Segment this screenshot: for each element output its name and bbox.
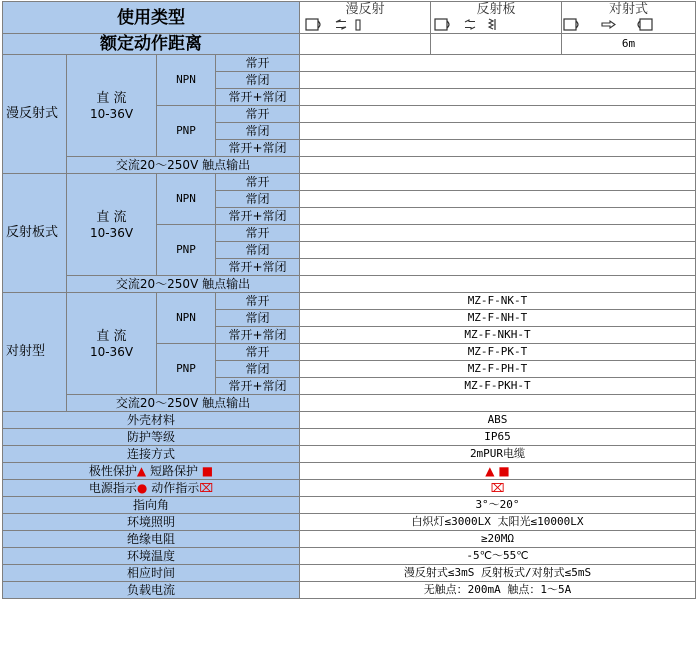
- dc-supply-cell: [67, 174, 157, 276]
- model-number: [300, 106, 696, 123]
- sensor-col-throughbeam: [562, 2, 696, 34]
- output-type: 常开: [216, 293, 300, 310]
- housing-material-label: 外壳材料: [3, 412, 300, 429]
- action-indicator-label: 动作指示: [151, 481, 200, 495]
- polarity-protection-label: [3, 463, 300, 480]
- npn-label: NPN: [157, 174, 216, 225]
- distance-reflector: [431, 34, 562, 55]
- output-type: 常开+常闭: [216, 140, 300, 157]
- output-type: 常开: [216, 225, 300, 242]
- ac-supply-label: 交流20～250V 触点输出: [67, 395, 300, 412]
- model-number: MZ-F-NKH-T: [300, 327, 696, 344]
- stop-square-icon: ■: [201, 464, 214, 478]
- table-row: [3, 55, 696, 72]
- ambient-light-value: 白炽灯≤3000LX 太阳光≤10000LX: [300, 514, 696, 531]
- dc-supply-cell: [67, 293, 157, 395]
- usage-type-heading: 使用类型: [3, 2, 300, 34]
- load-current-label: 负载电流: [3, 582, 300, 599]
- connection-method-label: 连接方式: [3, 446, 300, 463]
- dc-voltage: 10-36V: [89, 106, 134, 121]
- output-type: 常闭: [216, 72, 300, 89]
- warning-triangle-icon: ▲: [485, 464, 495, 478]
- pnp-label: PNP: [157, 344, 216, 395]
- protection-rating-value: IP65: [300, 429, 696, 446]
- model-number: [300, 259, 696, 276]
- pnp-label: PNP: [157, 225, 216, 276]
- output-type: 常闭: [216, 310, 300, 327]
- sensor-name-throughbeam: 对射式: [608, 2, 648, 17]
- output-type: 常开: [216, 106, 300, 123]
- ac-model-number: [300, 157, 696, 174]
- output-type: 常开+常闭: [216, 259, 300, 276]
- spec-row-load-current: [3, 582, 696, 599]
- model-number: [300, 242, 696, 259]
- load-current-value: 无触点：200mA 触点：1～5A: [300, 582, 696, 599]
- beam-angle-label: 指向角: [3, 497, 300, 514]
- ac-supply-label: 交流20～250V 触点输出: [67, 157, 300, 174]
- model-number: MZ-F-NH-T: [300, 310, 696, 327]
- table-row: [3, 174, 696, 191]
- ambient-light-label: 环境照明: [3, 514, 300, 531]
- group-name: 反射板式: [3, 174, 67, 293]
- model-number: [300, 140, 696, 157]
- spec-row-ambient-light: [3, 514, 696, 531]
- group-name: 漫反射式: [3, 55, 67, 174]
- group-name: 对射型: [3, 293, 67, 412]
- ac-model-number: [300, 276, 696, 293]
- npn-label: NPN: [157, 55, 216, 106]
- dc-label: 直 流: [96, 328, 127, 344]
- connection-method-value: 2mPUR电缆: [300, 446, 696, 463]
- power-indicator-label: 电源指示: [88, 481, 137, 495]
- dc-voltage: 10-36V: [89, 344, 134, 359]
- dc-voltage: 10-36V: [89, 225, 134, 240]
- spec-table-wrapper: [2, 1, 696, 599]
- output-type: 常闭: [216, 242, 300, 259]
- model-number: [300, 191, 696, 208]
- output-type: 常开+常闭: [216, 327, 300, 344]
- spec-row-ambient-temperature: [3, 548, 696, 565]
- dc-label: 直 流: [96, 209, 127, 225]
- output-type: 常闭: [216, 191, 300, 208]
- table-row: [3, 157, 696, 174]
- spec-row-polarity-protection: [3, 463, 696, 480]
- ambient-temperature-label: 环境温度: [3, 548, 300, 565]
- action-cross-box-icon: ⌧: [490, 481, 505, 495]
- table-row: [3, 395, 696, 412]
- header-row-distance: [3, 34, 696, 55]
- output-type: 常开+常闭: [216, 89, 300, 106]
- stop-square-icon: ■: [498, 464, 510, 478]
- spec-row-indicator: [3, 480, 696, 497]
- polarity-protection-value: [300, 463, 696, 480]
- pnp-label: PNP: [157, 106, 216, 157]
- sensor-name-reflector: 反射板: [476, 2, 516, 17]
- output-type: 常开+常闭: [216, 208, 300, 225]
- spec-row-protection-rating: [3, 429, 696, 446]
- model-number: [300, 123, 696, 140]
- output-type: 常开: [216, 174, 300, 191]
- reflector-symbol-icon: [431, 17, 521, 33]
- output-type: 常开: [216, 55, 300, 72]
- dc-label: 直 流: [96, 90, 127, 106]
- ambient-temperature-value: -5℃～55℃: [300, 548, 696, 565]
- header-row-usage: [3, 2, 696, 34]
- model-number: MZ-F-PK-T: [300, 344, 696, 361]
- polarity-label: 极性保护: [88, 464, 137, 478]
- spec-row-housing-material: [3, 412, 696, 429]
- sensor-name-diffuse: 漫反射: [345, 2, 385, 17]
- spec-row-beam-angle: [3, 497, 696, 514]
- output-type: 常开: [216, 344, 300, 361]
- distance-throughbeam: 6m: [562, 34, 696, 55]
- model-number: [300, 72, 696, 89]
- spec-row-insulation-resistance: [3, 531, 696, 548]
- npn-label: NPN: [157, 293, 216, 344]
- model-number: [300, 89, 696, 106]
- response-time-label: 相应时间: [3, 565, 300, 582]
- model-number: MZ-F-PH-T: [300, 361, 696, 378]
- power-dot-icon: ●: [136, 481, 148, 495]
- indicator-value: [300, 480, 696, 497]
- warning-triangle-icon: ▲: [136, 464, 147, 478]
- table-row: [3, 293, 696, 310]
- protection-rating-label: 防护等级: [3, 429, 300, 446]
- rated-distance-heading: 额定动作距离: [3, 34, 300, 55]
- model-number: [300, 55, 696, 72]
- output-type: 常闭: [216, 123, 300, 140]
- action-cross-box-icon: ⌧: [199, 481, 214, 495]
- sensor-col-reflector: [431, 2, 562, 34]
- output-type: 常开+常闭: [216, 378, 300, 395]
- indicator-label: [3, 480, 300, 497]
- ac-supply-label: 交流20～250V 触点输出: [67, 276, 300, 293]
- ac-model-number: [300, 395, 696, 412]
- table-row: [3, 276, 696, 293]
- sensor-col-diffuse: [300, 2, 431, 34]
- spec-row-connection-method: [3, 446, 696, 463]
- model-number: [300, 225, 696, 242]
- insulation-resistance-value: ≥20MΩ: [300, 531, 696, 548]
- model-number: [300, 174, 696, 191]
- model-number: MZ-F-NK-T: [300, 293, 696, 310]
- response-time-value: 漫反射式≤3mS 反射板式/对射式≤5mS: [300, 565, 696, 582]
- diffuse-reflection-symbol-icon: [300, 17, 390, 33]
- model-number: [300, 208, 696, 225]
- beam-angle-value: 3°～20°: [300, 497, 696, 514]
- housing-material-value: ABS: [300, 412, 696, 429]
- spec-row-response-time: [3, 565, 696, 582]
- output-type: 常闭: [216, 361, 300, 378]
- insulation-resistance-label: 绝缘电阻: [3, 531, 300, 548]
- short-circuit-label: 短路保护: [149, 464, 198, 478]
- model-number: MZ-F-PKH-T: [300, 378, 696, 395]
- through-beam-symbol-icon: [562, 17, 662, 33]
- distance-diffuse: [300, 34, 431, 55]
- dc-supply-cell: [67, 55, 157, 157]
- sensor-spec-table: [2, 1, 696, 599]
